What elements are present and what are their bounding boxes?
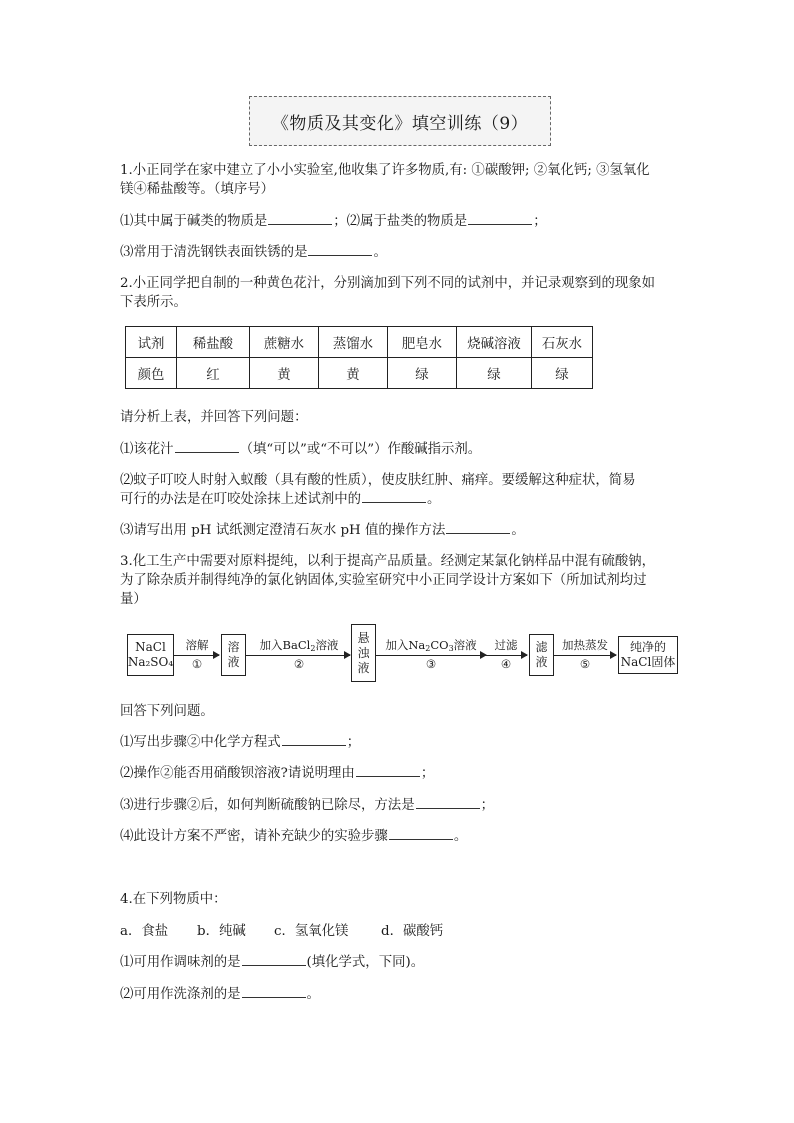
- step4-label: 过滤: [494, 638, 518, 652]
- flow-end-line2: NaCl固体: [620, 655, 676, 669]
- q1-part2-end: ；: [533, 214, 547, 229]
- table-cell: 绿: [532, 358, 593, 389]
- option-b: b．纯碱: [197, 924, 246, 939]
- q3-prompt: 回答下列问题。: [120, 704, 214, 719]
- table-cell: 石灰水: [532, 327, 593, 358]
- process-flowchart: [125, 622, 680, 684]
- flow-arrow: [486, 655, 527, 656]
- q3-part2-text: ⑵操作②能否用硝酸钡溶液?请说明理由: [120, 766, 355, 781]
- q3-part3: [120, 796, 494, 815]
- q1-part1-text: ⑴其中属于碱类的物质是: [120, 214, 268, 229]
- option-d: d．碳酸钙: [381, 924, 444, 939]
- q4-options: [120, 922, 461, 941]
- q4-part1: [120, 953, 424, 972]
- answer-blank[interactable]: [446, 521, 510, 534]
- answer-blank[interactable]: [389, 827, 453, 840]
- flow-start-nacl: NaCl: [135, 640, 166, 654]
- q3-part2: [120, 764, 434, 783]
- q4-part1-text: ⑴可用作调味剂的是: [120, 955, 241, 970]
- step2-number: ②: [293, 657, 305, 671]
- step1-label: 溶解: [185, 638, 209, 652]
- title-text: 《物质及其变化》填空训练（9）: [271, 113, 529, 134]
- q1-part3-end: 。: [373, 245, 387, 260]
- table-header-row: [126, 327, 593, 358]
- flow-arrow: [376, 655, 486, 656]
- q1-part3-text: ⑶常用于清洗钢铁表面铁锈的是: [120, 245, 308, 260]
- q1-part3: [120, 243, 387, 262]
- q3-part4-text: ⑷此设计方案不严密，请补充缺少的实验步骤: [120, 829, 388, 844]
- box-char: 溶: [227, 640, 240, 654]
- table-cell: 绿: [457, 358, 532, 389]
- q2-part2-line1: ⑵蚊子叮咬人时射入蚁酸（具有酸的性质），使皮肤红肿、痛痒。要缓解这种症状，简易: [120, 473, 636, 488]
- q4-part2-text: ⑵可用作洗涤剂的是: [120, 987, 241, 1002]
- q2-stem-line1: 2.小正同学把自制的一种黄色花汁，分别滴加到下列不同的试剂中，并记录观察到的现象如: [120, 276, 656, 291]
- box-char: 悬: [357, 630, 370, 645]
- q3-part3-end: ；: [480, 798, 494, 813]
- q3-part4-end: 。: [453, 829, 468, 844]
- table-cell: 黄: [319, 358, 388, 389]
- answer-blank[interactable]: [282, 733, 346, 746]
- box-char: 液: [357, 660, 370, 675]
- worksheet-title: [249, 96, 551, 146]
- step5-number: ⑤: [579, 657, 591, 671]
- box-char: 滤: [535, 640, 548, 654]
- box-char: 浊: [357, 645, 370, 660]
- flow-arrow: [174, 655, 219, 656]
- table-cell: 蒸馏水: [319, 327, 388, 358]
- q3-stem-line3: 量）: [120, 592, 147, 607]
- table-cell: 肥皂水: [388, 327, 457, 358]
- q2-part2-line2: [120, 490, 440, 509]
- q1-stem-line1: 1.小正同学在家中建立了小小实验室,他收集了许多物质,有: ①碳酸钾; ②氧化钙; ③氢氧化: [120, 163, 650, 178]
- answer-blank[interactable]: [175, 440, 239, 453]
- step3-label: 加入$Na_2CO_3$溶液: [385, 638, 477, 653]
- answer-blank[interactable]: [242, 985, 306, 998]
- answer-blank[interactable]: [468, 212, 532, 225]
- step5-label: 加热蒸发: [562, 638, 608, 652]
- q2-part3-text: ⑶请写出用 pH 试纸测定澄清石灰水 pH 值的操作方法: [120, 523, 446, 538]
- table-cell: 颜色: [126, 358, 177, 389]
- table-cell: 黄: [250, 358, 319, 389]
- q4-part2: [120, 985, 320, 1004]
- table-cell: 试剂: [126, 327, 177, 358]
- flow-end-line1: 纯净的: [629, 640, 666, 654]
- flow-solution-box: [221, 634, 246, 676]
- box-char: 液: [535, 655, 548, 669]
- step1-number: ①: [191, 657, 203, 671]
- option-c: c．氢氧化镁: [274, 924, 349, 939]
- q2-part1: [120, 440, 481, 459]
- q3-part2-end: ；: [420, 766, 435, 781]
- box-char: 液: [227, 655, 240, 669]
- option-a: a．食盐: [120, 924, 169, 939]
- q2-part1-text: ⑴该花汁: [120, 442, 174, 457]
- flow-start-box: [127, 634, 174, 676]
- table-cell: 蔗糖水: [250, 327, 319, 358]
- q2-prompt: 请分析上表，并回答下列问题：: [120, 410, 308, 425]
- table-cell: 稀盐酸: [177, 327, 250, 358]
- q3-stem-line1: 3.化工生产中需要对原料提纯，以利于提高产品质量。经测定某氯化钠样品中混有硫酸钠，: [120, 554, 656, 569]
- answer-blank[interactable]: [268, 212, 332, 225]
- answer-blank[interactable]: [242, 953, 306, 966]
- q2-part2-end: 。: [427, 492, 441, 507]
- table-cell: 红: [177, 358, 250, 389]
- q3-part1: [120, 733, 360, 752]
- flow-filtrate-box: [529, 634, 554, 676]
- answer-blank[interactable]: [308, 243, 372, 256]
- table-cell: 烧碱溶液: [457, 327, 532, 358]
- q3-stem-line2: 为了除杂质并制得纯净的氯化钠固体,实验室研究中小正同学设计方案如下（所加试剂均过: [120, 573, 647, 588]
- answer-blank[interactable]: [362, 490, 426, 503]
- step4-number: ④: [500, 657, 512, 671]
- step3-number: ③: [425, 657, 437, 671]
- q2-part2-text: 可行的办法是在叮咬处涂抹上述试剂中的: [120, 492, 362, 507]
- reagent-color-table: [125, 326, 593, 389]
- table-cell: 绿: [388, 358, 457, 389]
- q2-part3-end: 。: [511, 523, 525, 538]
- answer-blank[interactable]: [356, 764, 420, 777]
- q3-part1-text: ⑴写出步骤②中化学方程式: [120, 735, 281, 750]
- q1-part2-text: ；⑵属于盐类的物质是: [333, 214, 468, 229]
- q3-part1-end: ；: [346, 735, 361, 750]
- flow-suspension-box: [351, 624, 376, 682]
- step2-label: 加入BaCl$_2$溶液: [259, 638, 339, 653]
- flow-arrow: [246, 655, 350, 656]
- q1-stem-line2: 镁④稀盐酸等。（填序号）: [120, 182, 274, 197]
- flow-start-na2so4: Na₂SO₄: [127, 655, 174, 669]
- q4-part2-end: 。: [306, 987, 320, 1002]
- q4-stem: 4.在下列物质中：: [120, 892, 227, 907]
- q4-part1-end: (填化学式，下同)。: [306, 955, 425, 970]
- q3-part3-text: ⑶进行步骤②后，如何判断硫酸钠已除尽，方法是: [120, 798, 415, 813]
- q3-part4: [120, 827, 467, 846]
- q1-part1: [120, 212, 547, 231]
- flow-arrow: [554, 655, 616, 656]
- answer-blank[interactable]: [416, 796, 480, 809]
- q2-stem-line2: 下表所示。: [120, 295, 187, 310]
- q2-part3: [120, 521, 525, 540]
- table-row: [126, 358, 593, 389]
- flow-end-box: [618, 636, 678, 674]
- q2-part1-end: （填“可以”或“不可以”）作酸碱指示剂。: [239, 442, 482, 457]
